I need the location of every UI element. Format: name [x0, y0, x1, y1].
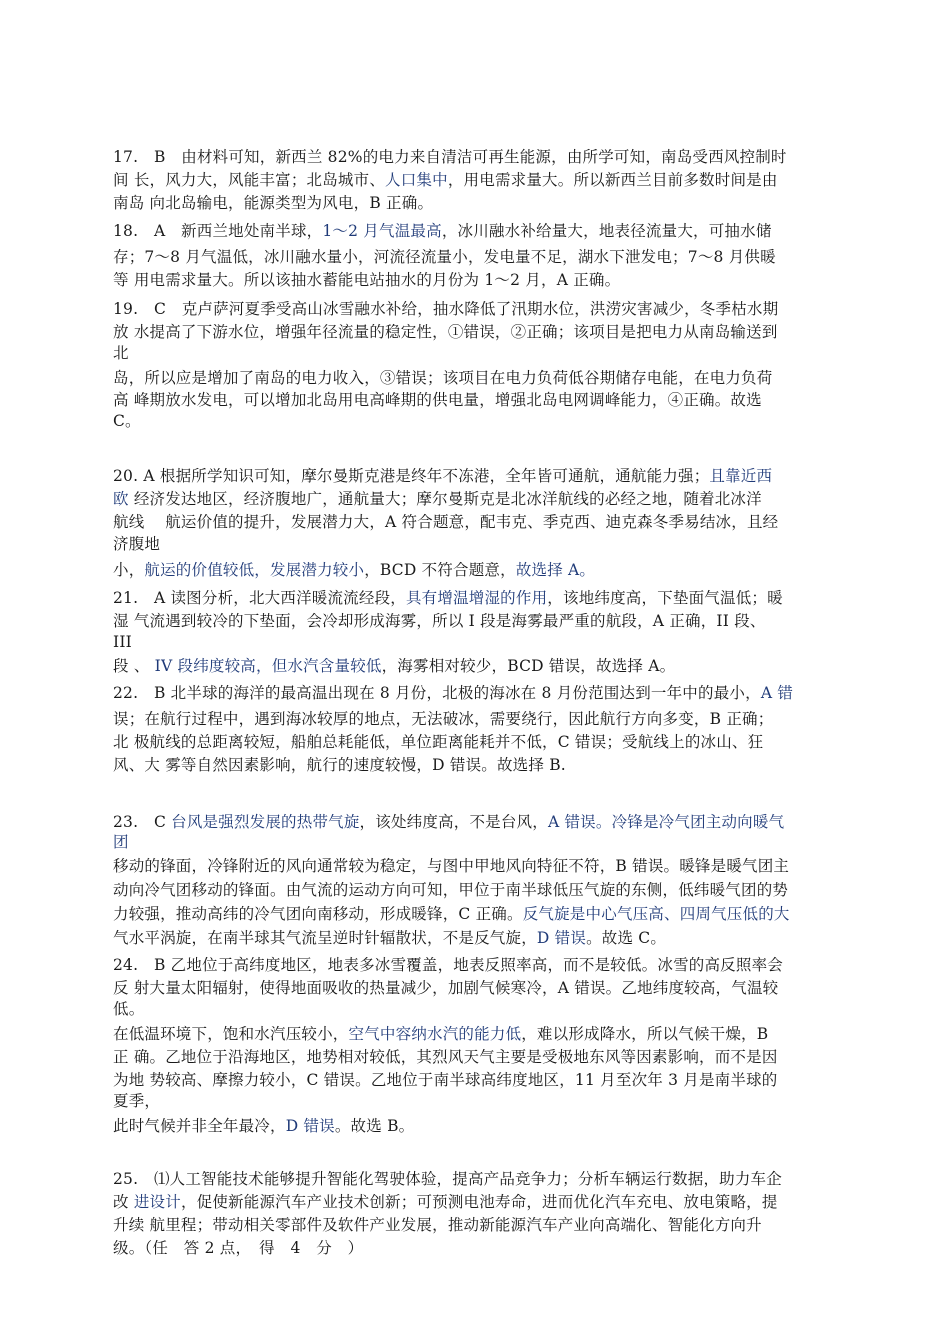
q24-line-2: 反 射大量太阳辐射，使得地面吸收的热量减少，加剧气候寒冷，A 错误。乙地纬度较高，气温较 [113, 979, 779, 997]
q21-line-2: 湿 气流遇到较冷的下垫面，会冷却形成海雾，所以 I 段是海雾最严重的航段，A 正确，II 段、 [113, 612, 766, 630]
q23-line-1: 23. C 台风是强烈发展的热带气旋，该处纬度高，不是台风，A 错误。冷锋是冷气团主动向暖气 [113, 813, 785, 831]
q22-line-3: 北 极航线的总距离较短，船舶总耗能低，单位距离能耗并不低，C 错误；受航线上的冰山、狂 [113, 733, 764, 751]
q24-line-8: 此时气候并非全年最冷，D 错误。故选 B。 [113, 1117, 415, 1135]
q23-line-3: 移动的锋面，冷锋附近的风向通常较为稳定，与图中甲地风向特征不符，B 错误。暖锋是暖气团主 [113, 857, 790, 875]
q19-line-5: 高 峰期放水发电，可以增加北岛用电高峰期的供电量，增强北岛电网调峰能力，④正确。故选 [113, 391, 762, 409]
q20-line-3: 航线 航运价值的提升，发展潜力大，A 符合题意，配韦克、季克西、迪克森冬季易结冰，且经 [113, 513, 779, 531]
q17-line-2: 间 长，风力大，风能丰富；北岛城市、人口集中，用电需求量大。所以新西兰目前多数时间是由 [113, 171, 778, 189]
q21-line-1: 21. A 读图分析，北大西洋暖流流经段，具有增温增湿的作用，该地纬度高，下垫面气温低；暖 [113, 589, 783, 607]
q24-line-4: 在低温环境下，饱和水汽压较小，空气中容纳水汽的能力低，难以形成降水，所以气候干燥，B [113, 1025, 769, 1043]
q20-line-1: 20. A 根据所学知识可知，摩尔曼斯克港是终年不冻港，全年皆可通航，通航能力强；且靠近西 [113, 467, 773, 485]
q24-line-1: 24. B 乙地位于高纬度地区，地表多冰雪覆盖，地表反照率高，而不是较低。冰雪的高反照率会 [113, 956, 783, 974]
q24-line-3: 低。 [113, 1000, 145, 1018]
q21-line-3: III [113, 633, 132, 651]
q25-line-4: 级。（任 答 2 点， 得 4 分 ） [113, 1239, 364, 1257]
q20-line-5: 小，航运的价值较低，发展潜力较小，BCD 不符合题意，故选择 A。 [113, 561, 596, 579]
q17-line-1: 17. B 由材料可知，新西兰 82%的电力来自清洁可再生能源，由所学可知，南岛受西风控制时 [113, 148, 787, 166]
q22-line-4: 风、大 雾等自然因素影响，航行的速度较慢，D 错误。故选择 B. [113, 756, 566, 774]
q19-line-1: 19. C 克卢萨河夏季受高山冰雪融水补给，抽水降低了汛期水位，洪涝灾害减少，冬季枯水期 [113, 300, 779, 318]
q19-line-4: 岛，所以应是增加了南岛的电力收入，③错误；该项目在电力负荷低谷期储存电能，在电力负荷 [113, 369, 773, 387]
q25-line-2: 改 进设计，促使新能源汽车产业技术创新；可预测电池寿命，进而优化汽车充电、放电策略，提 [113, 1193, 778, 1211]
q23-line-6: 气水平涡旋，在南半球其气流呈逆时针辐散状，不是反气旋，D 错误。故选 C。 [113, 929, 667, 947]
q21-line-4: 段 、 IV 段纬度较高，但水汽含量较低，海雾相对较少，BCD 错误，故选择 A。 [113, 657, 676, 675]
q24-line-6: 为地 势较高、摩擦力较小，C 错误。乙地位于南半球高纬度地区，11 月至次年 3 月是南半球的 [113, 1071, 778, 1089]
q18-line-2: 存；7～8 月气温低，冰川融水量小，河流径流量小，发电量不足，湖水下泄发电；7～8 月供暖 [113, 248, 776, 266]
q17-line-3: 南岛 向北岛输电，能源类型为风电，B 正确。 [113, 194, 434, 212]
q23-line-2: 团 [113, 833, 129, 851]
q22-line-1: 22. B 北半球的海洋的最高温出现在 8 月份，北极的海冰在 8 月份范围达到一年中的最小，A 错 [113, 684, 794, 702]
q23-line-4: 动向冷气团移动的锋面。由气流的运动方向可知，甲位于南半球低压气旋的东侧，低纬暖气团的势 [113, 881, 789, 899]
q25-line-1: 25. ⑴人工智能技术能够提升智能化驾驶体验，提高产品竞争力；分析车辆运行数据，助力车企 [113, 1170, 782, 1188]
q24-line-5: 正 确。乙地位于沿海地区，地势相对较低，其烈风天气主要是受极地东风等因素影响，而不是因 [113, 1048, 778, 1066]
q20-line-4: 济腹地 [113, 535, 161, 553]
q22-line-2: 误；在航行过程中，遇到海冰较厚的地点，无法破冰，需要绕行，因此航行方向多变，B 正确； [113, 710, 774, 728]
q18-line-3: 等 用电需求量大。所以该抽水蓄能电站抽水的月份为 1～2 月，A 正确。 [113, 271, 621, 289]
q19-line-3: 北 [113, 344, 129, 362]
q19-line-2: 放 水提高了下游水位，增强年径流量的稳定性，①错误，②正确；该项目是把电力从南岛输送到 [113, 323, 778, 341]
q20-line-2: 欧 经济发达地区，经济腹地广，通航量大；摩尔曼斯克是北冰洋航线的必经之地，随着北冰洋 [113, 490, 762, 508]
q23-line-5: 力较强，推动高纬的冷气团向南移动，形成暖锋，C 正确。反气旋是中心气压高、四周气压低的大 [113, 905, 790, 923]
q25-line-3: 升续 航里程；带动相关零部件及软件产业发展，推动新能源汽车产业向高端化、智能化方向升 [113, 1216, 762, 1234]
q19-line-6: C。 [113, 412, 141, 430]
q18-line-1: 18. A 新西兰地处南半球，1～2 月气温最高，冰川融水补给量大，地表径流量大，可抽水储 [113, 222, 772, 240]
q24-line-7: 夏季， [113, 1092, 161, 1110]
